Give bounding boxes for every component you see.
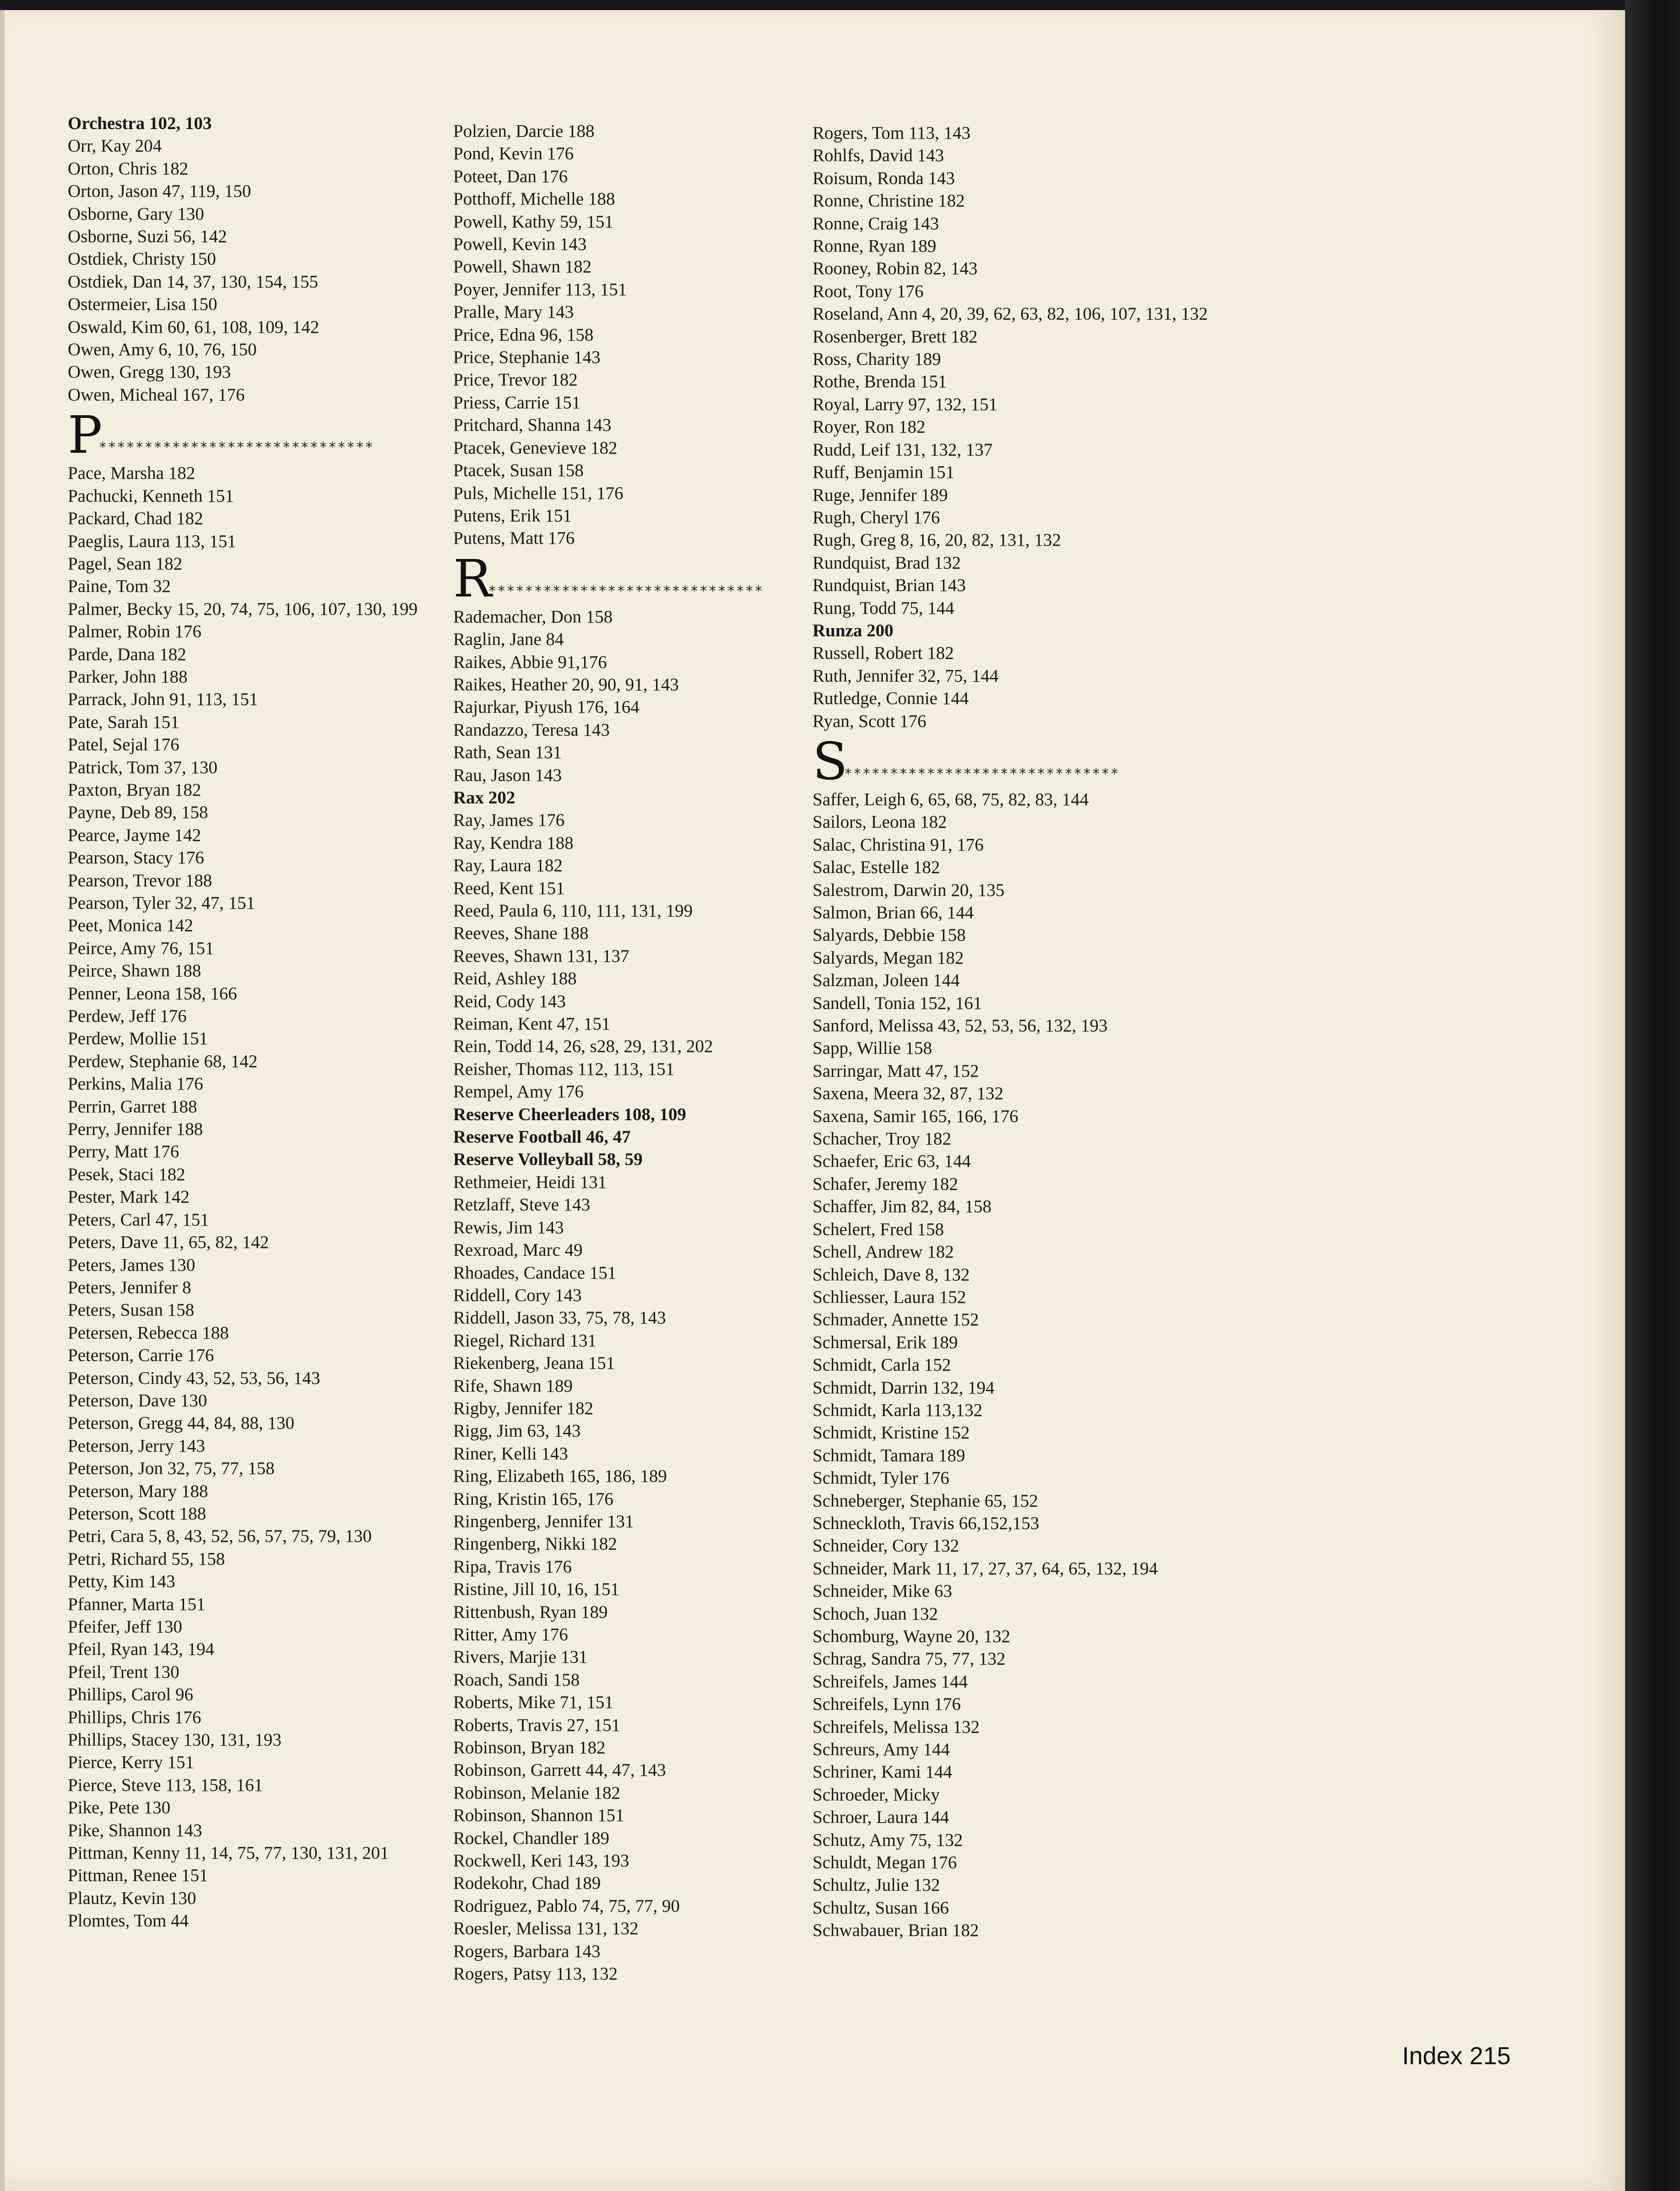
index-entry: Robinson, Bryan 182 xyxy=(453,1738,606,1758)
index-entry: Phillips, Chris 176 xyxy=(68,1707,201,1727)
index-entry: Salyards, Megan 182 xyxy=(813,948,964,968)
index-entry: Rohlfs, David 143 xyxy=(813,146,944,166)
index-entry: Perry, Jennifer 188 xyxy=(68,1119,203,1139)
index-entry: Schroeder, Micky xyxy=(813,1784,940,1805)
index-entry: Reid, Cody 143 xyxy=(453,991,566,1011)
entry-list xyxy=(813,788,1165,1942)
index-entry: Rademacher, Don 158 xyxy=(453,607,613,627)
index-entry: Peterson, Jon 32, 75, 77, 158 xyxy=(68,1459,275,1479)
index-entry: Pate, Sarah 151 xyxy=(68,712,179,732)
index-entry: Peterson, Mary 188 xyxy=(68,1481,208,1501)
index-entry: Schreifels, James 144 xyxy=(813,1671,968,1692)
index-entry: Rung, Todd 75, 144 xyxy=(813,598,954,618)
index-entry: Sanford, Melissa 43, 52, 53, 56, 132, 193 xyxy=(813,1016,1108,1036)
index-entry: Phillips, Carol 96 xyxy=(68,1685,194,1705)
index-entry: Powell, Shawn 182 xyxy=(453,257,592,277)
index-entry: Parde, Dana 182 xyxy=(68,644,186,664)
index-entry: Palmer, Robin 176 xyxy=(68,622,202,642)
index-entry: Schafer, Jeremy 182 xyxy=(813,1174,958,1194)
index-entry: Riddell, Cory 143 xyxy=(453,1285,582,1305)
index-entry: Rethmeier, Heidi 131 xyxy=(453,1172,607,1192)
index-entry: Reeves, Shane 188 xyxy=(453,923,589,944)
index-entry: Schneider, Cory 132 xyxy=(813,1536,959,1556)
index-entry: Reid, Ashley 188 xyxy=(453,969,577,989)
index-entry: Peters, Jennifer 8 xyxy=(68,1277,191,1297)
index-entry: Price, Edna 96, 158 xyxy=(453,325,594,345)
index-entry: Robinson, Melanie 182 xyxy=(453,1783,621,1803)
index-entry: Roisum, Ronda 143 xyxy=(813,168,955,188)
index-entry: Ringenberg, Jennifer 131 xyxy=(453,1511,634,1531)
entry-list xyxy=(68,112,420,406)
index-entry: Saffer, Leigh 6, 65, 68, 75, 82, 83, 144 xyxy=(813,789,1089,809)
index-entry: Ryan, Scott 176 xyxy=(813,711,927,731)
index-entry: Rivers, Marjie 131 xyxy=(453,1647,588,1667)
index-entry: Ronne, Craig 143 xyxy=(813,213,939,233)
index-entry: Perdew, Mollie 151 xyxy=(68,1029,208,1049)
index-entry: Roesler, Melissa 131, 132 xyxy=(453,1919,639,1939)
index-entry: Salestrom, Darwin 20, 135 xyxy=(813,880,1005,900)
index-entry: Ptacek, Susan 158 xyxy=(453,461,584,481)
index-entry: Plomtes, Tom 44 xyxy=(68,1911,189,1931)
index-entry: Reserve Football 46, 47 xyxy=(453,1127,631,1147)
page-footer-label: Index 215 xyxy=(1402,2042,1511,2070)
section-letter: R xyxy=(453,549,492,609)
index-entry: Schreurs, Amy 144 xyxy=(813,1740,950,1760)
entry-list xyxy=(68,462,420,1932)
page-top-edge xyxy=(0,0,1680,10)
index-entry: Raikes, Abbie 91,176 xyxy=(453,652,607,672)
index-entry: Pachucki, Kenneth 151 xyxy=(68,486,234,506)
index-entry: Salac, Estelle 182 xyxy=(813,857,940,878)
index-entry: Rax 202 xyxy=(453,787,515,808)
index-entry: Pesek, Staci 182 xyxy=(68,1164,185,1184)
index-entry: Pike, Pete 130 xyxy=(68,1798,171,1818)
entry-list xyxy=(813,122,1208,732)
index-entry: Schaffer, Jim 82, 84, 158 xyxy=(813,1197,992,1217)
index-entry: Ptacek, Genevieve 182 xyxy=(453,438,618,458)
index-entry: Oswald, Kim 60, 61, 108, 109, 142 xyxy=(68,317,320,337)
index-entry: Parrack, John 91, 113, 151 xyxy=(68,689,258,710)
index-entry: Salzman, Joleen 144 xyxy=(813,971,960,991)
star-rule: ****************************** xyxy=(98,439,374,456)
index-entry: Ray, Laura 182 xyxy=(453,856,563,876)
index-entry: Peet, Monica 142 xyxy=(68,916,194,936)
index-entry: Rugh, Cheryl 176 xyxy=(813,507,940,527)
index-entry: Osborne, Suzi 56, 142 xyxy=(68,227,227,247)
index-entry: Ray, Kendra 188 xyxy=(453,833,574,853)
index-entry: Rife, Shawn 189 xyxy=(453,1376,573,1396)
index-entry: Potthoff, Michelle 188 xyxy=(453,189,615,209)
book-binding xyxy=(1625,0,1680,2191)
index-entry: Rogers, Tom 113, 143 xyxy=(813,123,971,143)
index-entry: Rath, Sean 131 xyxy=(453,743,562,763)
index-entry: Pfeil, Ryan 143, 194 xyxy=(68,1639,215,1660)
index-entry: Rigg, Jim 63, 143 xyxy=(453,1421,581,1441)
index-entry: Reed, Paula 6, 110, 111, 131, 199 xyxy=(453,901,693,921)
index-entry: Powell, Kathy 59, 151 xyxy=(453,212,613,232)
index-entry: Sarringar, Matt 47, 152 xyxy=(813,1061,979,1081)
index-entry: Schutz, Amy 75, 132 xyxy=(813,1830,963,1850)
index-entry: Schmidt, Tyler 176 xyxy=(813,1468,949,1488)
index-entry: Schneberger, Stephanie 65, 152 xyxy=(813,1491,1038,1511)
index-entry: Schacher, Troy 182 xyxy=(813,1129,951,1149)
index-entry: Saxena, Meera 32, 87, 132 xyxy=(813,1084,1003,1104)
index-entry: Ostdiek, Dan 14, 37, 130, 154, 155 xyxy=(68,271,319,292)
index-entry: Orchestra 102, 103 xyxy=(68,114,212,133)
index-entry: Schreifels, Lynn 176 xyxy=(813,1694,961,1714)
index-entry: Peters, Carl 47, 151 xyxy=(68,1209,209,1230)
index-entry: Randazzo, Teresa 143 xyxy=(453,720,610,740)
index-entry: Putens, Matt 176 xyxy=(453,528,575,548)
index-entry: Palmer, Becky 15, 20, 74, 75, 106, 107, 130, 199 xyxy=(68,599,418,619)
index-entry: Rogers, Barbara 143 xyxy=(453,1941,601,1961)
index-entry: Peirce, Amy 76, 151 xyxy=(68,938,214,958)
index-entry: Schneider, Mike 63 xyxy=(813,1581,952,1601)
index-entry: Owen, Amy 6, 10, 76, 150 xyxy=(68,340,257,360)
entry-list xyxy=(453,606,806,1985)
index-entry: Ring, Kristin 165, 176 xyxy=(453,1489,613,1509)
letter-heading xyxy=(453,549,806,609)
star-rule: ****************************** xyxy=(844,765,1120,782)
index-entry: Rewis, Jim 143 xyxy=(453,1217,564,1237)
index-entry: Reserve Cheerleaders 108, 109 xyxy=(453,1104,686,1124)
index-entry: Schmader, Annette 152 xyxy=(813,1310,979,1330)
index-entry: Schaefer, Eric 63, 144 xyxy=(813,1151,971,1171)
index-entry: Rockwell, Keri 143, 193 xyxy=(453,1851,629,1871)
index-entry: Rittenbush, Ryan 189 xyxy=(453,1602,608,1622)
index-entry: Salac, Christina 91, 176 xyxy=(813,835,984,855)
index-entry: Price, Trevor 182 xyxy=(453,370,578,390)
index-entry: Petri, Cara 5, 8, 43, 52, 56, 57, 75, 79, 130 xyxy=(68,1526,372,1546)
index-entry: Schell, Andrew 182 xyxy=(813,1242,954,1262)
index-entry: Pearce, Jayme 142 xyxy=(68,825,201,845)
index-entry: Powell, Kevin 143 xyxy=(453,234,587,255)
index-entry: Peterson, Scott 188 xyxy=(68,1503,206,1524)
index-entry: Rothe, Brenda 151 xyxy=(813,372,947,392)
index-entry: Ringenberg, Nikki 182 xyxy=(453,1534,617,1554)
index-entry: Roberts, Travis 27, 151 xyxy=(453,1715,621,1735)
index-entry: Ronne, Ryan 189 xyxy=(813,236,937,256)
index-entry: Sandell, Tonia 152, 161 xyxy=(813,993,982,1013)
section-letter: P xyxy=(68,406,103,466)
index-entry: Pearson, Tyler 32, 47, 151 xyxy=(68,893,255,913)
index-entry: Ross, Charity 189 xyxy=(813,349,941,369)
index-entry: Schriner, Kami 144 xyxy=(813,1762,952,1782)
index-entry: Rodekohr, Chad 189 xyxy=(453,1873,601,1893)
index-entry: Packard, Chad 182 xyxy=(68,509,203,529)
index-entry: Reiman, Kent 47, 151 xyxy=(453,1014,611,1034)
index-entry: Reeves, Shawn 131, 137 xyxy=(453,946,629,966)
index-entry: Price, Stephanie 143 xyxy=(453,347,601,368)
index-entry: Ostermeier, Lisa 150 xyxy=(68,294,217,315)
index-entry: Peirce, Shawn 188 xyxy=(68,961,201,981)
index-column-2 xyxy=(453,120,806,1985)
index-entry: Poyer, Jennifer 113, 151 xyxy=(453,279,627,299)
index-entry: Roberts, Mike 71, 151 xyxy=(453,1692,613,1713)
index-entry: Rutledge, Connie 144 xyxy=(813,689,969,709)
index-entry: Pond, Kevin 176 xyxy=(453,144,574,164)
index-entry: Schreifels, Melissa 132 xyxy=(813,1717,980,1737)
index-entry: Rockel, Chandler 189 xyxy=(453,1828,610,1848)
index-entry: Salyards, Debbie 158 xyxy=(813,925,966,945)
index-entry: Petri, Richard 55, 158 xyxy=(68,1549,225,1569)
index-entry: Rundquist, Brian 143 xyxy=(813,575,966,596)
index-entry: Peterson, Jerry 143 xyxy=(68,1436,206,1456)
index-entry: Schleich, Dave 8, 132 xyxy=(813,1264,970,1285)
index-entry: Paine, Tom 32 xyxy=(68,576,171,597)
index-entry: Pralle, Mary 143 xyxy=(453,302,574,322)
index-entry: Rajurkar, Piyush 176, 164 xyxy=(453,697,639,717)
index-entry: Robinson, Shannon 151 xyxy=(453,1806,624,1826)
index-entry: Pfeil, Trent 130 xyxy=(68,1662,179,1682)
index-entry: Riekenberg, Jeana 151 xyxy=(453,1353,615,1373)
index-entry: Patel, Sejal 176 xyxy=(68,735,179,755)
index-entry: Peterson, Gregg 44, 84, 88, 130 xyxy=(68,1413,295,1433)
index-entry: Ruff, Benjamin 151 xyxy=(813,462,955,483)
letter-heading xyxy=(68,406,420,466)
index-entry: Peters, Dave 11, 65, 82, 142 xyxy=(68,1232,269,1253)
index-entry: Royer, Ron 182 xyxy=(813,417,926,437)
index-entry: Schmersal, Erik 189 xyxy=(813,1332,958,1352)
index-entry: Raglin, Jane 84 xyxy=(453,629,564,650)
index-entry: Pierce, Kerry 151 xyxy=(68,1752,195,1773)
index-entry: Schliesser, Laura 152 xyxy=(813,1287,966,1307)
index-entry: Schultz, Susan 166 xyxy=(813,1898,949,1918)
index-entry: Schultz, Julie 132 xyxy=(813,1875,940,1895)
index-entry: Roach, Sandi 158 xyxy=(453,1670,580,1690)
index-entry: Perkins, Malia 176 xyxy=(68,1074,203,1094)
index-entry: Orr, Kay 204 xyxy=(68,136,162,156)
index-entry: Paxton, Bryan 182 xyxy=(68,780,201,800)
index-entry: Rempel, Amy 176 xyxy=(453,1082,584,1102)
index-entry: Orton, Jason 47, 119, 150 xyxy=(68,181,251,201)
index-entry: Penner, Leona 158, 166 xyxy=(68,983,237,1003)
index-entry: Reed, Kent 151 xyxy=(453,878,565,898)
index-entry: Schrag, Sandra 75, 77, 132 xyxy=(813,1649,1006,1669)
index-entry: Ray, James 176 xyxy=(453,810,565,830)
star-rule: ****************************** xyxy=(488,583,764,599)
index-entry: Pearson, Trevor 188 xyxy=(68,870,212,890)
index-entry: Schmidt, Kristine 152 xyxy=(813,1423,970,1443)
index-entry: Root, Tony 176 xyxy=(813,281,924,301)
index-entry: Ritter, Amy 176 xyxy=(453,1625,568,1644)
index-entry: Riddell, Jason 33, 75, 78, 143 xyxy=(453,1308,666,1328)
index-entry: Petty, Kim 143 xyxy=(68,1572,175,1592)
letter-heading xyxy=(813,732,1165,792)
index-entry: Ostdiek, Christy 150 xyxy=(68,249,216,269)
index-entry: Rigby, Jennifer 182 xyxy=(453,1398,594,1418)
index-entry: Sailors, Leona 182 xyxy=(813,812,947,832)
index-entry: Owen, Micheal 167, 176 xyxy=(68,385,245,405)
index-entry: Perdew, Stephanie 68, 142 xyxy=(68,1051,258,1071)
index-entry: Ristine, Jill 10, 16, 151 xyxy=(453,1579,619,1600)
index-entry: Pittman, Renee 151 xyxy=(68,1866,208,1886)
index-entry: Peters, James 130 xyxy=(68,1255,195,1275)
index-entry: Reisher, Thomas 112, 113, 151 xyxy=(453,1059,675,1079)
index-entry: Sapp, Willie 158 xyxy=(813,1038,932,1058)
index-entry: Schneckloth, Travis 66,152,153 xyxy=(813,1513,1040,1533)
index-entry: Rexroad, Marc 49 xyxy=(453,1240,583,1260)
index-entry: Schoch, Juan 132 xyxy=(813,1604,938,1624)
index-entry: Ronne, Christine 182 xyxy=(813,191,965,211)
index-entry: Rodriguez, Pablo 74, 75, 77, 90 xyxy=(453,1896,680,1916)
index-entry: Ruge, Jennifer 189 xyxy=(813,485,948,505)
index-entry: Schmidt, Tamara 189 xyxy=(813,1445,965,1465)
index-entry: Salmon, Brian 66, 144 xyxy=(813,903,974,922)
index-entry: Pike, Shannon 143 xyxy=(68,1820,202,1840)
index-entry: Rein, Todd 14, 26, s28, 29, 131, 202 xyxy=(453,1036,713,1057)
index-entry: Pfanner, Marta 151 xyxy=(68,1594,206,1614)
index-entry: Schmidt, Carla 152 xyxy=(813,1355,951,1375)
index-entry: Russell, Robert 182 xyxy=(813,643,954,663)
index-entry: Payne, Deb 89, 158 xyxy=(68,803,208,823)
index-entry: Osborne, Gary 130 xyxy=(68,204,204,224)
index-entry: Pearson, Stacy 176 xyxy=(68,848,204,868)
index-entry: Pagel, Sean 182 xyxy=(68,553,183,574)
entry-list xyxy=(453,120,806,550)
index-entry: Rugh, Greg 8, 16, 20, 82, 131, 132 xyxy=(813,530,1061,550)
index-entry: Schroer, Laura 144 xyxy=(813,1807,949,1828)
index-entry: Rooney, Robin 82, 143 xyxy=(813,259,978,279)
index-entry: Schwabauer, Brian 182 xyxy=(813,1920,979,1941)
index-entry: Ruth, Jennifer 32, 75, 144 xyxy=(813,666,999,686)
index-entry: Perdew, Jeff 176 xyxy=(68,1006,187,1026)
index-entry: Peterson, Cindy 43, 52, 53, 56, 143 xyxy=(68,1368,320,1388)
index-entry: Riner, Kelli 143 xyxy=(453,1443,568,1464)
index-entry: Orton, Chris 182 xyxy=(68,158,189,179)
index-entry: Rundquist, Brad 132 xyxy=(813,553,961,573)
index-entry: Parker, John 188 xyxy=(68,667,188,687)
index-entry: Robinson, Garrett 44, 47, 143 xyxy=(453,1760,666,1780)
page-left-edge xyxy=(0,0,5,2191)
index-entry: Phillips, Stacey 130, 131, 193 xyxy=(68,1730,282,1750)
index-entry: Schmidt, Darrin 132, 194 xyxy=(813,1378,995,1398)
index-entry: Peters, Susan 158 xyxy=(68,1300,195,1320)
index-entry: Schuldt, Megan 176 xyxy=(813,1853,957,1873)
index-entry: Perry, Matt 176 xyxy=(68,1142,179,1162)
index-entry: Retzlaff, Steve 143 xyxy=(453,1195,591,1215)
index-entry: Pace, Marsha 182 xyxy=(68,463,195,483)
index-entry: Saxena, Samir 165, 166, 176 xyxy=(813,1106,1019,1126)
index-entry: Raikes, Heather 20, 90, 91, 143 xyxy=(453,674,679,694)
index-entry: Peterson, Dave 130 xyxy=(68,1390,207,1410)
index-entry: Ripa, Travis 176 xyxy=(453,1556,572,1577)
index-entry: Polzien, Darcie 188 xyxy=(453,121,595,141)
index-entry: Puls, Michelle 151, 176 xyxy=(453,483,623,503)
index-entry: Pittman, Kenny 11, 14, 75, 77, 130, 131, 201 xyxy=(68,1843,389,1863)
index-entry: Petersen, Rebecca 188 xyxy=(68,1323,229,1343)
index-entry: Owen, Gregg 130, 193 xyxy=(68,362,231,382)
index-entry: Royal, Larry 97, 132, 151 xyxy=(813,394,998,414)
index-entry: Peterson, Carrie 176 xyxy=(68,1345,214,1366)
index-entry: Rosenberger, Brett 182 xyxy=(813,326,978,347)
index-entry: Ring, Elizabeth 165, 186, 189 xyxy=(453,1466,667,1486)
index-entry: Pfeifer, Jeff 130 xyxy=(68,1617,183,1637)
index-entry: Riegel, Richard 131 xyxy=(453,1330,597,1350)
index-entry: Poteet, Dan 176 xyxy=(453,166,568,186)
index-entry: Rogers, Patsy 113, 132 xyxy=(453,1964,618,1984)
index-entry: Rhoades, Candace 151 xyxy=(453,1263,617,1283)
index-entry: Runza 200 xyxy=(813,620,894,640)
index-entry: Schmidt, Karla 113,132 xyxy=(813,1400,983,1420)
index-column-1 xyxy=(68,112,420,1932)
index-entry: Schomburg, Wayne 20, 132 xyxy=(813,1627,1010,1646)
index-entry: Pester, Mark 142 xyxy=(68,1187,190,1207)
index-entry: Perrin, Garret 188 xyxy=(68,1096,197,1117)
index-entry: Putens, Erik 151 xyxy=(453,505,572,526)
index-entry: Schneider, Mark 11, 17, 27, 37, 64, 65, 132, 194 xyxy=(813,1558,1158,1578)
index-entry: Patrick, Tom 37, 130 xyxy=(68,757,217,777)
index-entry: Paeglis, Laura 113, 151 xyxy=(68,531,236,551)
index-column-3 xyxy=(813,122,1208,1942)
index-entry: Pritchard, Shanna 143 xyxy=(453,415,612,435)
index-entry: Plautz, Kevin 130 xyxy=(68,1888,196,1908)
index-entry: Reserve Volleyball 58, 59 xyxy=(453,1150,643,1170)
index-entry: Rau, Jason 143 xyxy=(453,765,562,785)
section-letter: S xyxy=(813,732,848,792)
index-entry: Priess, Carrie 151 xyxy=(453,392,581,412)
index-entry: Rudd, Leif 131, 132, 137 xyxy=(813,439,993,460)
index-entry: Roseland, Ann 4, 20, 39, 62, 63, 82, 106, 107, 131, 132 xyxy=(813,304,1208,324)
index-entry: Pierce, Steve 113, 158, 161 xyxy=(68,1775,263,1795)
index-entry: Schelert, Fred 158 xyxy=(813,1219,944,1239)
